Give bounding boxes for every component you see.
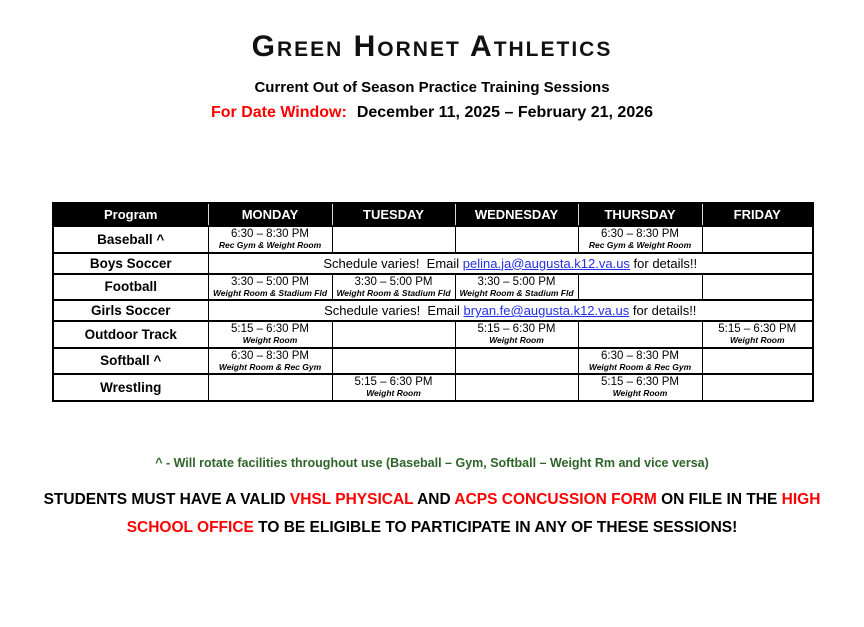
session-time: 5:15 – 6:30 PM	[231, 323, 309, 336]
schedule-varies-cell	[208, 300, 813, 321]
session-time: 3:30 – 5:00 PM	[477, 275, 556, 288]
empty-cell	[455, 226, 578, 253]
email-link[interactable]: pelina.ja@augusta.k12.va.us	[462, 255, 630, 271]
table-row-wrestling	[53, 374, 813, 401]
session-time: 5:15 – 6:30 PM	[477, 323, 556, 336]
statement-text: STUDENTS MUST HAVE A VALID	[43, 491, 290, 508]
program-cell: Softball ^	[53, 348, 208, 375]
session-location: Weight Room	[242, 335, 298, 346]
eligibility-statement	[0, 486, 864, 542]
schedule-cell	[578, 348, 702, 375]
schedule-cell	[578, 374, 702, 401]
statement-red-text: VHSL PHYSICAL	[289, 491, 414, 508]
empty-cell	[702, 274, 813, 301]
date-window-label: For Date Window:	[210, 104, 347, 121]
program-cell: Outdoor Track	[53, 321, 208, 348]
program-cell: Boys Soccer	[53, 253, 208, 274]
session-location: Rec Gym & Weight Room	[218, 240, 322, 251]
statement-text: AND	[413, 491, 455, 508]
date-window-line	[0, 104, 864, 122]
schedule-cell	[332, 274, 455, 301]
empty-cell	[578, 321, 702, 348]
empty-cell	[455, 348, 578, 375]
statement-red-text: ACPS CONCUSSION FORM	[454, 491, 657, 508]
session-location: Weight Room	[489, 335, 544, 346]
practice-schedule-table	[52, 202, 814, 402]
column-header-friday: FRIDAY	[702, 203, 813, 226]
empty-cell	[332, 348, 455, 375]
statement-text: TO BE ELIGIBLE TO PARTICIPATE IN ANY OF THESE SESSIONS!	[253, 518, 738, 536]
schedule-varies-cell	[208, 253, 813, 274]
session-location: Rec Gym & Weight Room	[588, 240, 692, 251]
session-time: 6:30 – 8:30 PM	[601, 349, 679, 362]
session-location: Weight Room & Stadium Fld	[336, 287, 451, 298]
table-row-football	[53, 274, 813, 301]
empty-cell	[332, 321, 455, 348]
program-cell: Wrestling	[53, 374, 208, 401]
session-time: 5:15 – 6:30 PM	[601, 376, 679, 389]
empty-cell	[332, 226, 455, 253]
schedule-cell	[578, 226, 702, 253]
schedule-cell	[455, 321, 578, 348]
table-body	[53, 226, 813, 401]
schedule-cell	[208, 274, 332, 301]
schedule-cell	[332, 374, 455, 401]
table-row-outdoor-track	[53, 321, 813, 348]
schedule-cell	[208, 321, 332, 348]
note-prefix: Schedule varies! Email	[323, 255, 463, 271]
session-time: 3:30 – 5:00 PM	[354, 275, 433, 288]
statement-line	[0, 514, 864, 542]
column-header-monday: MONDAY	[208, 203, 332, 226]
column-header-wednesday: WEDNESDAY	[455, 203, 578, 226]
table-header	[53, 203, 813, 226]
date-window-value: December 11, 2025 – February 21, 2026	[356, 104, 654, 121]
empty-cell	[578, 274, 702, 301]
program-cell: Baseball ^	[53, 226, 208, 253]
session-location: Weight Room	[612, 388, 668, 399]
empty-cell	[702, 374, 813, 401]
table-row-boys-soccer	[53, 253, 813, 274]
session-time: 6:30 – 8:30 PM	[231, 349, 309, 362]
column-header-thursday: THURSDAY	[578, 203, 702, 226]
session-location: Weight Room & Rec Gym	[588, 361, 692, 372]
empty-cell	[208, 374, 332, 401]
table-row-girls-soccer	[53, 300, 813, 321]
session-time: 5:15 – 6:30 PM	[718, 323, 797, 336]
empty-cell	[455, 374, 578, 401]
email-link[interactable]: bryan.fe@augusta.k12.va.us	[463, 303, 630, 319]
schedule-cell	[208, 348, 332, 375]
session-location: Weight Room & Stadium Fld	[459, 287, 574, 298]
schedule-cell	[208, 226, 332, 253]
page-title: Green Hornet Athletics	[251, 30, 613, 63]
session-location: Weight Room & Stadium Fld	[212, 287, 328, 298]
practice-schedule-table-wrapper	[52, 202, 814, 402]
empty-cell	[702, 348, 813, 375]
note-suffix: for details!!	[629, 303, 697, 319]
program-cell: Girls Soccer	[53, 300, 208, 321]
table-row-softball	[53, 348, 813, 375]
statement-red-text: SCHOOL OFFICE	[126, 518, 254, 536]
column-header-program: Program	[53, 203, 208, 226]
schedule-cell	[455, 274, 578, 301]
empty-cell	[702, 226, 813, 253]
session-time: 5:15 – 6:30 PM	[354, 376, 433, 389]
schedule-cell	[702, 321, 813, 348]
program-cell: Football	[53, 274, 208, 301]
page-subtitle: Current Out of Season Practice Training Sessions	[254, 79, 610, 96]
session-time: 6:30 – 8:30 PM	[601, 228, 679, 240]
table-header-row	[53, 203, 813, 226]
session-location: Weight Room & Rec Gym	[218, 361, 322, 372]
session-location: Weight Room	[366, 388, 421, 399]
note-prefix: Schedule varies! Email	[324, 303, 464, 319]
note-suffix: for details!!	[629, 255, 698, 271]
table-row-baseball	[53, 226, 813, 253]
session-time: 6:30 – 8:30 PM	[231, 228, 309, 240]
statement-text: ON FILE IN THE	[656, 491, 782, 508]
session-time: 3:30 – 5:00 PM	[231, 275, 309, 288]
rotation-footnote: ^ - Will rotate facilities throughout use (Baseball – Gym, Softball – Weight Rm and vice versa)	[155, 456, 709, 470]
statement-line	[0, 486, 864, 514]
statement-red-text: HIGH	[781, 491, 821, 508]
session-location: Weight Room	[729, 335, 785, 346]
column-header-tuesday: TUESDAY	[332, 203, 455, 226]
